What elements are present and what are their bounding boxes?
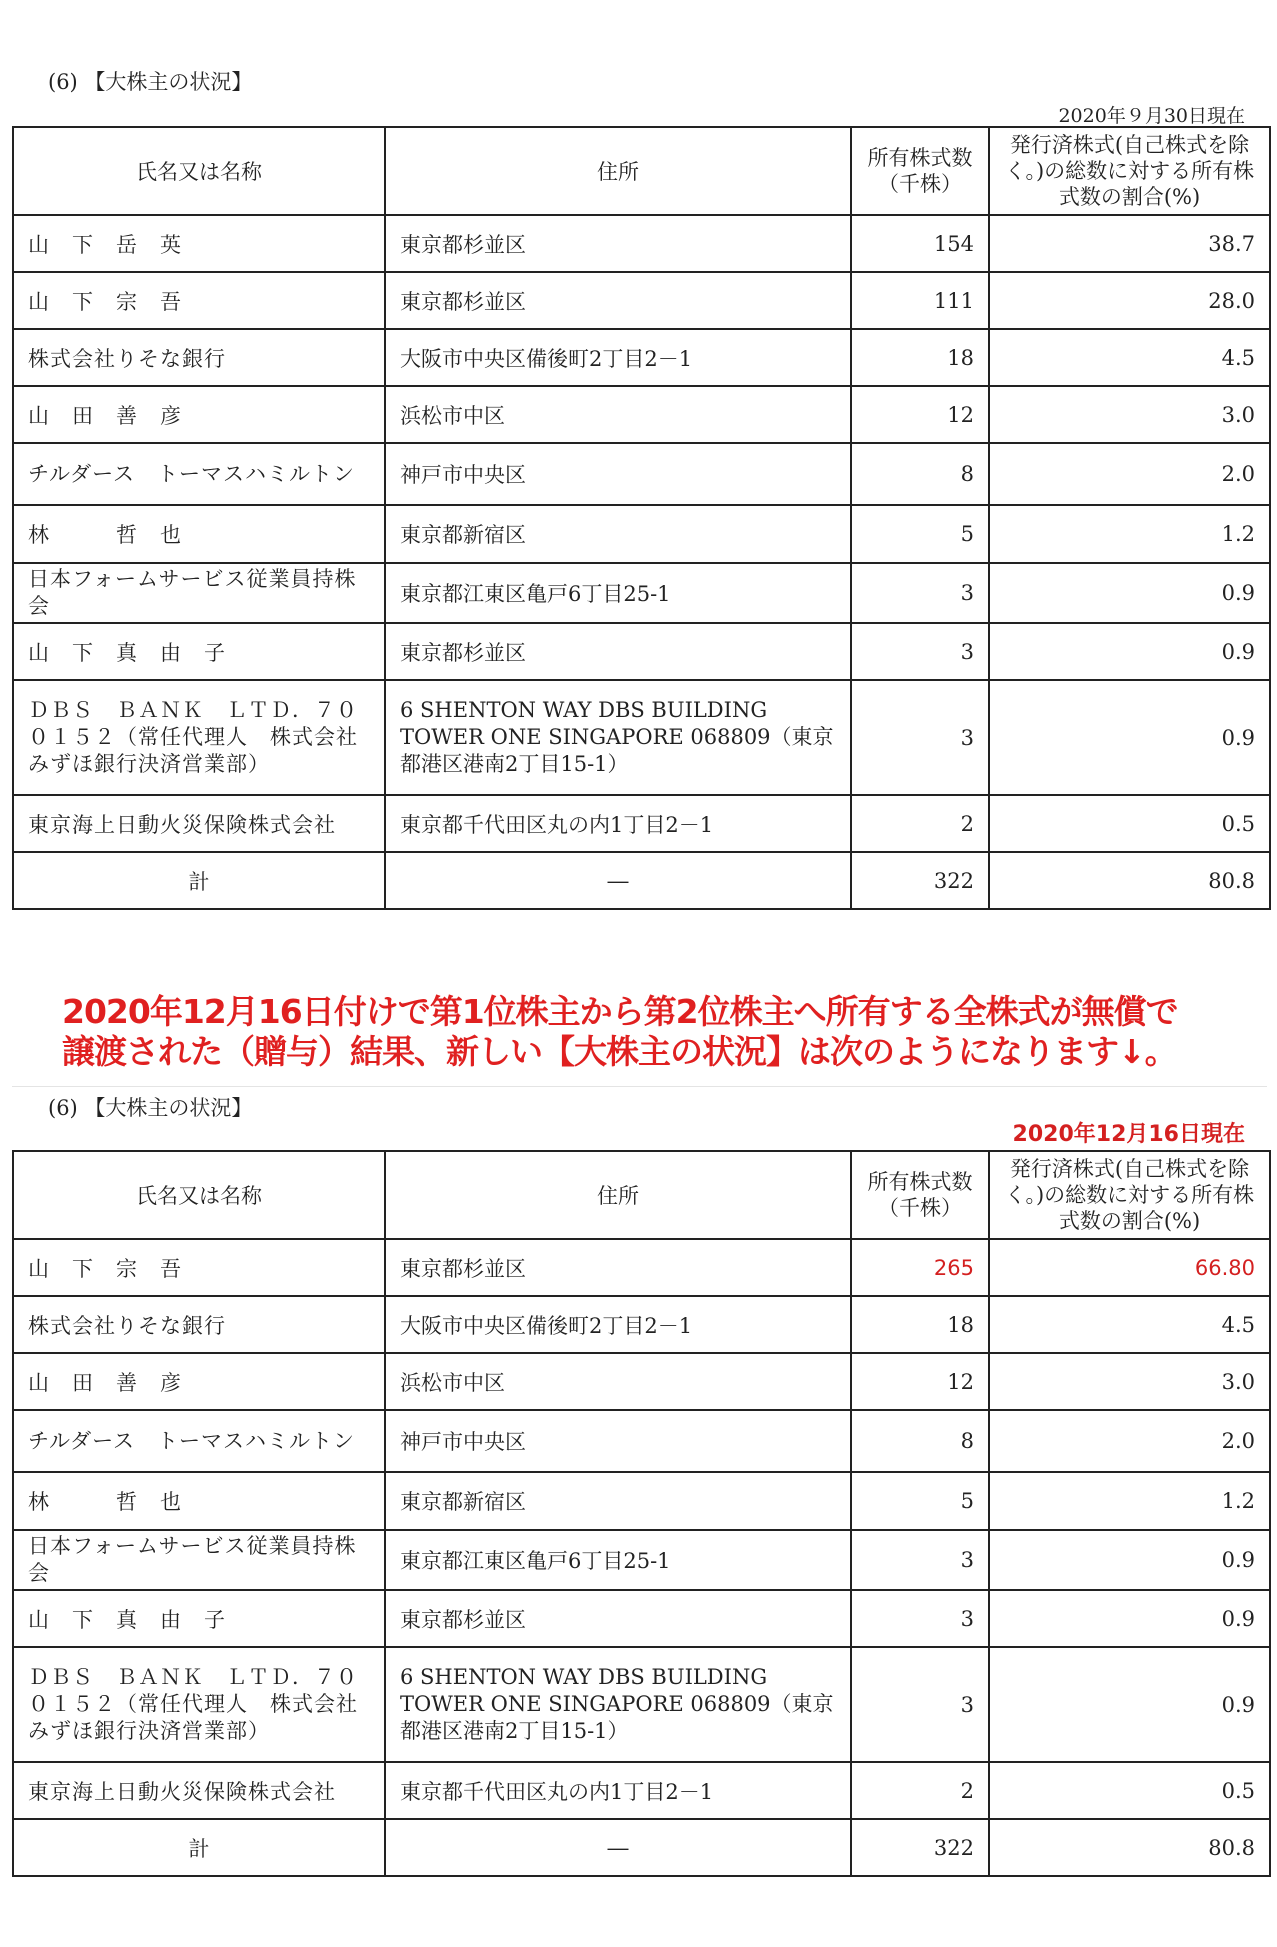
holder-name: チルダース トーマスハミルトン (13, 443, 385, 505)
holder-ratio: 0.5 (989, 1762, 1270, 1819)
holder-ratio: 1.2 (989, 505, 1270, 563)
holder-name: 日本フォームサービス従業員持株会 (13, 1530, 385, 1590)
holder-shares: 18 (851, 1296, 989, 1353)
table-header-row (13, 127, 1270, 215)
holder-name: ＤＢＳ ＢＡＮＫ ＬＴＤ．７００１５２（常任代理人 株式会社みずほ銀行決済営業部） (13, 680, 385, 795)
header-name: 氏名又は名称 (13, 127, 385, 215)
total-shares: 322 (851, 852, 989, 909)
table-row (13, 795, 1270, 852)
holder-ratio: 0.9 (989, 623, 1270, 680)
holder-address: 東京都杉並区 (385, 1239, 851, 1296)
header-ratio: 発行済株式(自己株式を除く。)の総数に対する所有株式数の割合(%) (989, 1151, 1270, 1239)
header-shares: 所有株式数（千株） (851, 1151, 989, 1239)
divider (12, 1086, 1267, 1087)
holder-address: 東京都杉並区 (385, 272, 851, 329)
holder-name: 林 哲 也 (13, 1472, 385, 1530)
holder-address: 東京都千代田区丸の内1丁目2－1 (385, 795, 851, 852)
header-ratio: 発行済株式(自己株式を除く。)の総数に対する所有株式数の割合(%) (989, 127, 1270, 215)
holder-ratio: 0.9 (989, 680, 1270, 795)
holder-name: 山 田 善 彦 (13, 1353, 385, 1410)
total-label: 計 (13, 852, 385, 909)
holder-shares: 3 (851, 623, 989, 680)
notice-line-1: 2020年12月16日付けで第1位株主から第2位株主へ所有する全株式が無償で (62, 992, 1178, 1031)
holder-address: 浜松市中区 (385, 386, 851, 443)
holder-address: 6 SHENTON WAY DBS BUILDING TOWER ONE SINGAPORE 068809（東京都港区港南2丁目15-1） (385, 1647, 851, 1762)
table-row (13, 505, 1270, 563)
holder-shares: 3 (851, 1530, 989, 1590)
header-shares: 所有株式数（千株） (851, 127, 989, 215)
holder-shares: 2 (851, 1762, 989, 1819)
holder-shares-highlight: 265 (851, 1239, 989, 1296)
holder-ratio: 4.5 (989, 1296, 1270, 1353)
holder-shares: 3 (851, 680, 989, 795)
holder-ratio: 2.0 (989, 1410, 1270, 1472)
table-row (13, 1530, 1270, 1590)
table-total-row (13, 852, 1270, 909)
holder-shares: 8 (851, 1410, 989, 1472)
holder-address: 神戸市中央区 (385, 443, 851, 505)
shareholders-table-before (12, 126, 1271, 910)
holder-ratio: 4.5 (989, 329, 1270, 386)
holder-ratio: 3.0 (989, 1353, 1270, 1410)
holder-ratio: 38.7 (989, 215, 1270, 272)
holder-name: 山 下 真 由 子 (13, 1590, 385, 1647)
table-row (13, 1353, 1270, 1410)
table-row (13, 1410, 1270, 1472)
holder-address: 大阪市中央区備後町2丁目2－1 (385, 1296, 851, 1353)
holder-address: 大阪市中央区備後町2丁目2－1 (385, 329, 851, 386)
table-row (13, 1647, 1270, 1762)
holder-ratio-highlight: 66.80 (989, 1239, 1270, 1296)
holder-address: 東京都杉並区 (385, 1590, 851, 1647)
holder-shares: 18 (851, 329, 989, 386)
holder-shares: 3 (851, 1590, 989, 1647)
table-header-row (13, 1151, 1270, 1239)
holder-name: 山 田 善 彦 (13, 386, 385, 443)
table-row (13, 563, 1270, 623)
header-address: 住所 (385, 1151, 851, 1239)
holder-name: 株式会社りそな銀行 (13, 1296, 385, 1353)
total-label: 計 (13, 1819, 385, 1876)
holder-ratio: 0.9 (989, 563, 1270, 623)
holder-address: 東京都江東区亀戸6丁目25-1 (385, 1530, 851, 1590)
holder-shares: 12 (851, 386, 989, 443)
table-row (13, 680, 1270, 795)
holder-name: 山 下 宗 吾 (13, 272, 385, 329)
total-ratio: 80.8 (989, 1819, 1270, 1876)
table-row (13, 1239, 1270, 1296)
holder-name: チルダース トーマスハミルトン (13, 1410, 385, 1472)
notice-line-2: 譲渡された（贈与）結果、新しい【大株主の状況】は次のようになります↓。 (62, 1032, 1177, 1071)
holder-shares: 8 (851, 443, 989, 505)
transfer-notice (62, 992, 1262, 1072)
holder-name: 東京海上日動火災保険株式会社 (13, 1762, 385, 1819)
holder-ratio: 2.0 (989, 443, 1270, 505)
holder-name: ＤＢＳ ＢＡＮＫ ＬＴＤ．７００１５２（常任代理人 株式会社みずほ銀行決済営業部） (13, 1647, 385, 1762)
holder-address: 6 SHENTON WAY DBS BUILDING TOWER ONE SINGAPORE 068809（東京都港区港南2丁目15-1） (385, 680, 851, 795)
table-row (13, 443, 1270, 505)
holder-shares: 2 (851, 795, 989, 852)
holder-name: 山 下 岳 英 (13, 215, 385, 272)
holder-address: 神戸市中央区 (385, 1410, 851, 1472)
holder-name: 東京海上日動火災保険株式会社 (13, 795, 385, 852)
holder-address: 東京都千代田区丸の内1丁目2－1 (385, 1762, 851, 1819)
section1-title: (6) 【大株主の状況】 (48, 70, 253, 94)
section2-as-of-date: 2020年12月16日現在 (1012, 1122, 1245, 1147)
table-row (13, 623, 1270, 680)
table-row (13, 272, 1270, 329)
holder-address: 東京都江東区亀戸6丁目25-1 (385, 563, 851, 623)
table-row (13, 1762, 1270, 1819)
holder-name: 日本フォームサービス従業員持株会 (13, 563, 385, 623)
table-row (13, 1472, 1270, 1530)
holder-shares: 5 (851, 505, 989, 563)
shareholders-table-after (12, 1150, 1271, 1877)
holder-address: 浜松市中区 (385, 1353, 851, 1410)
holder-address: 東京都新宿区 (385, 1472, 851, 1530)
holder-ratio: 28.0 (989, 272, 1270, 329)
header-address: 住所 (385, 127, 851, 215)
holder-name: 林 哲 也 (13, 505, 385, 563)
holder-ratio: 0.9 (989, 1530, 1270, 1590)
holder-address: 東京都新宿区 (385, 505, 851, 563)
holder-shares: 154 (851, 215, 989, 272)
holder-shares: 3 (851, 1647, 989, 1762)
holder-shares: 111 (851, 272, 989, 329)
table-row (13, 1590, 1270, 1647)
table-total-row (13, 1819, 1270, 1876)
table-row (13, 1296, 1270, 1353)
total-address: ― (385, 852, 851, 909)
table-row (13, 386, 1270, 443)
holder-name: 株式会社りそな銀行 (13, 329, 385, 386)
total-ratio: 80.8 (989, 852, 1270, 909)
holder-shares: 5 (851, 1472, 989, 1530)
holder-name: 山 下 真 由 子 (13, 623, 385, 680)
holder-shares: 12 (851, 1353, 989, 1410)
holder-name: 山 下 宗 吾 (13, 1239, 385, 1296)
holder-address: 東京都杉並区 (385, 215, 851, 272)
holder-ratio: 1.2 (989, 1472, 1270, 1530)
header-name: 氏名又は名称 (13, 1151, 385, 1239)
total-address: ― (385, 1819, 851, 1876)
section2-title: (6) 【大株主の状況】 (48, 1096, 253, 1120)
table-row (13, 215, 1270, 272)
holder-ratio: 0.9 (989, 1590, 1270, 1647)
holder-ratio: 0.9 (989, 1647, 1270, 1762)
holder-shares: 3 (851, 563, 989, 623)
table-row (13, 329, 1270, 386)
total-shares: 322 (851, 1819, 989, 1876)
holder-ratio: 0.5 (989, 795, 1270, 852)
section1-as-of-date: 2020年９月30日現在 (1058, 105, 1245, 127)
holder-ratio: 3.0 (989, 386, 1270, 443)
holder-address: 東京都杉並区 (385, 623, 851, 680)
